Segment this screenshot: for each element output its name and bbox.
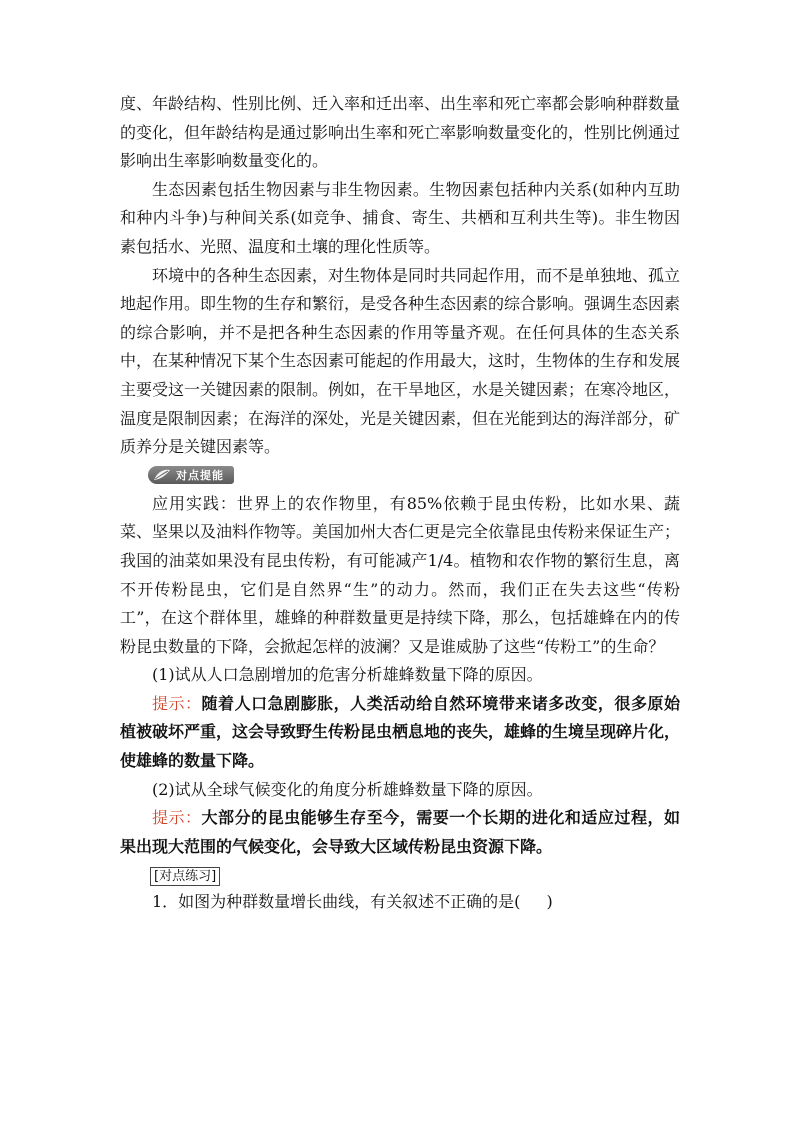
hint-2-text: 大部分的昆虫能够生存至今，需要一个长期的进化和适应过程，如果出现大范围的气候变化，会导致大区域传粉昆虫资源下降。 <box>120 808 680 856</box>
practice-label: 应用实践： <box>152 493 237 513</box>
hint-2 <box>120 804 680 861</box>
section-badge <box>148 466 234 484</box>
paragraph-ecological-factors: 生态因素包括生物因素与非生物因素。生物因素包括种内关系(如种内互助和种内斗争)与种间关系(如竞争、捕食、寄生、共栖和互利共生等)。非生物因素包括水、光照、温度和土壤的理化性质等。 <box>120 179 680 256</box>
exercise-q1-prefix: 1．如图为种群数量增长曲线，有关叙述不正确的是( <box>152 892 521 912</box>
exercise-question-1 <box>120 888 680 917</box>
question-2: (2)试从全球气候变化的角度分析雄蜂数量下降的原因。 <box>152 779 543 799</box>
hint-1-text: 随着人口急剧膨胀，人类活动给自然环境带来诸多改变，很多原始植被破坏严重，这会导致野生传粉昆虫栖息地的丧失，雄蜂的生境呈现碎片化，使雄蜂的数量下降。 <box>120 693 681 771</box>
hint-2-label: 提示： <box>152 808 202 828</box>
exercise-box-label: [对点练习] <box>150 867 220 886</box>
paragraph-combined-effects: 环境中的各种生态因素，对生物体是同时共同起作用，而不是单独地、孤立地起作用。即生物的生存和繁衍，是受各种生态因素的综合影响。强调生态因素的综合影响，并不是把各种生态因素的作用等量齐观。在任何具体的生态关系中，在某种情况下某个生态因素可能起的作用最大，这时，生物体的生存和发展主要受这一关键因素的限制。例如，在干旱地区，水是关键因素；在寒冷地区，温度是限制因素；在海洋的深处，光是关键因素，但在光能到达的海洋部分，矿质养分是关键因素等。 <box>120 265 681 457</box>
hint-1 <box>120 690 680 776</box>
paragraph-population-factors: 度、年龄结构、性别比例、迁入率和迁出率、出生率和死亡率都会影响种群数量的变化，但年龄结构是通过影响出生率和死亡率影响数量变化的，性别比例通过影响出生率影响数量变化的。 <box>120 94 681 171</box>
exercise-q1-suffix: ) <box>546 892 553 912</box>
section-badge-label: 对点提能 <box>176 468 224 482</box>
practice-paragraph <box>120 490 680 662</box>
leaf-icon <box>152 468 172 482</box>
hint-1-label: 提示： <box>152 693 202 713</box>
question-1: (1)试从人口急剧增加的危害分析雄蜂数量下降的原因。 <box>152 665 543 685</box>
page-content <box>120 90 680 917</box>
practice-text: 世界上的农作物里，有85%依赖于昆虫传粉，比如水果、蔬菜、坚果以及油料作物等。美国加州大杏仁更是完全依靠昆虫传粉来保证生产；我国的油菜如果没有昆虫传粉，有可能减产1/4。植物和农作物的繁衍生息，离不开传粉昆虫，它们是自然界“生”的动力。然而，我们正在失去这些“传粉工”，在这个群体里，雄蜂的种群数量更是持续下降，那么，包括雄蜂在内的传粉昆虫数量的下降，会掀起怎样的波澜？又是谁威胁了这些“传粉工”的生命？ <box>120 493 681 656</box>
